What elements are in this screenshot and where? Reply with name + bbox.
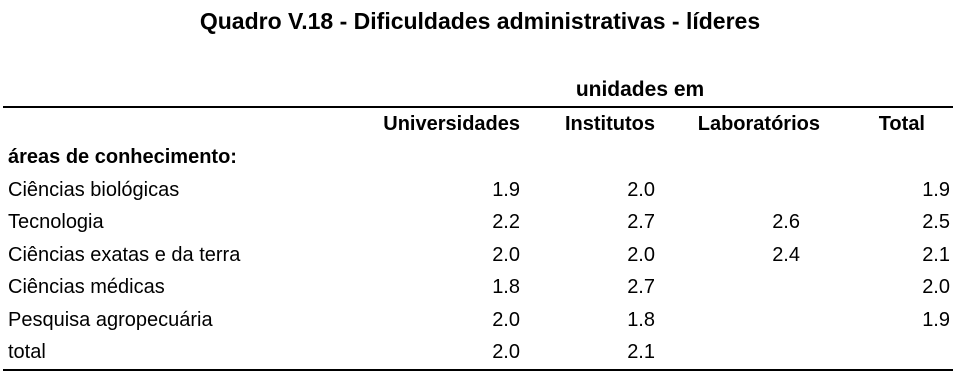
- table-row: [0, 244, 960, 276]
- group-header: unidades em: [575, 78, 705, 101]
- cell-total: 2.0: [922, 276, 950, 298]
- column-header-total: Total: [878, 113, 925, 135]
- cell-total: 1.9: [922, 309, 950, 331]
- cell-institutos: 2.0: [627, 244, 655, 266]
- cell-total: 2.5: [922, 211, 950, 233]
- row-label: Ciências médicas: [8, 276, 165, 298]
- cell-universidades: 2.0: [492, 341, 520, 363]
- cell-institutos: 2.7: [627, 211, 655, 233]
- cell-institutos: 1.8: [627, 309, 655, 331]
- row-label: Tecnologia: [8, 211, 104, 233]
- section-label: áreas de conhecimento:: [8, 146, 237, 168]
- cell-total: 2.1: [922, 244, 950, 266]
- row-label: Ciências biológicas: [8, 179, 180, 201]
- cell-universidades: 2.0: [492, 244, 520, 266]
- cell-laboratorios: 2.4: [772, 244, 800, 266]
- cell-institutos: 2.7: [627, 276, 655, 298]
- cell-universidades: 2.0: [492, 309, 520, 331]
- column-header-laboratorios: Laboratórios: [697, 113, 820, 135]
- table-row: [0, 179, 960, 211]
- row-label: Pesquisa agropecuária: [8, 309, 213, 331]
- cell-laboratorios: 2.6: [772, 211, 800, 233]
- table-row: [0, 276, 960, 308]
- cell-institutos: 2.0: [627, 179, 655, 201]
- header-rule: [3, 106, 953, 108]
- cell-universidades: 1.8: [492, 276, 520, 298]
- cell-total: 1.9: [922, 179, 950, 201]
- page-title: Quadro V.18 - Dificuldades administrativas - líderes: [199, 8, 761, 34]
- column-header-universidades: Universidades: [383, 113, 520, 135]
- column-header-institutos: Institutos: [565, 113, 655, 135]
- row-label: total: [8, 341, 46, 363]
- cell-universidades: 2.2: [492, 211, 520, 233]
- table-row: [0, 211, 960, 243]
- cell-universidades: 1.9: [492, 179, 520, 201]
- footer-rule: [3, 369, 953, 371]
- row-label: Ciências exatas e da terra: [8, 244, 241, 266]
- cell-institutos: 2.1: [627, 341, 655, 363]
- table-row: [0, 309, 960, 341]
